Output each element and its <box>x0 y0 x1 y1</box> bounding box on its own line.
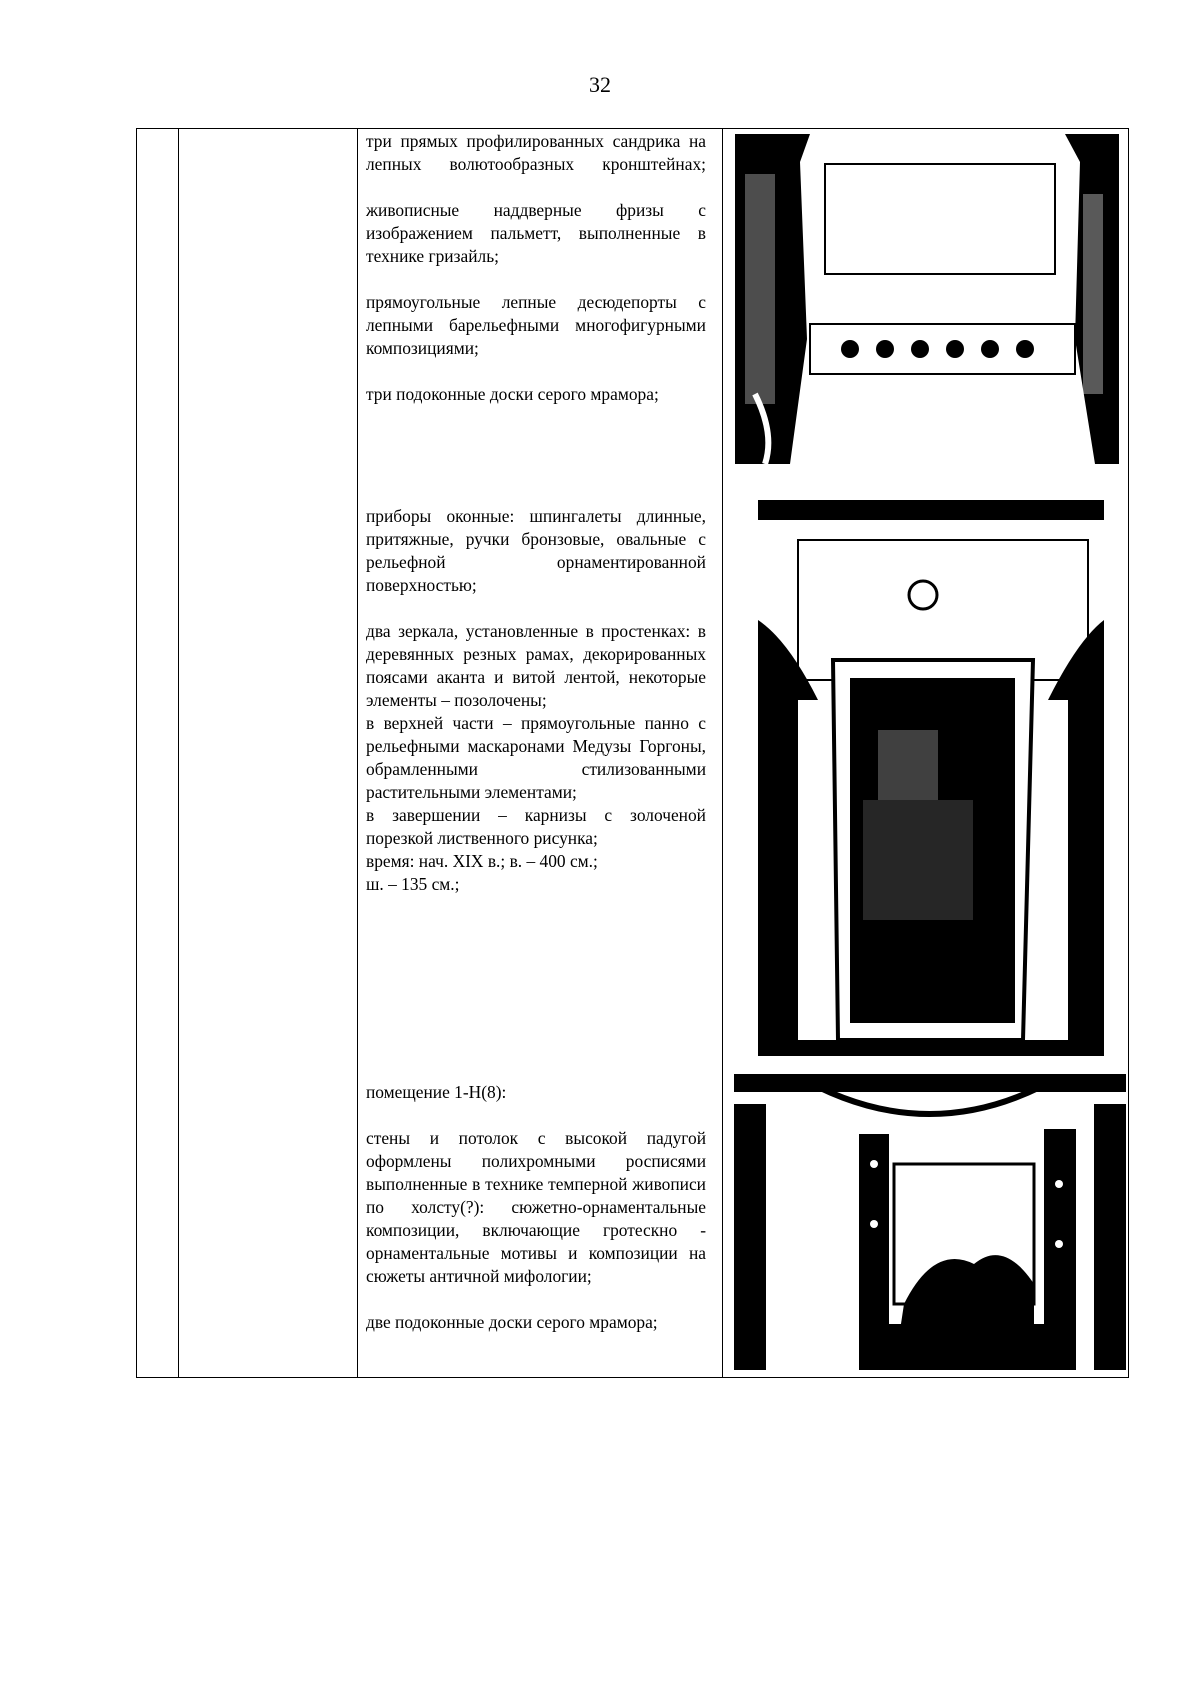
page-number: 32 <box>589 72 611 97</box>
column-divider-2 <box>357 128 358 1378</box>
text-paragraph: две подоконные доски серого мрамора; <box>366 1312 658 1332</box>
column-divider-3 <box>722 128 723 1378</box>
text-paragraph: живописные наддверные фризы с изображением пальметт, выполненные в технике гризайль; <box>366 200 706 266</box>
description-block-3 <box>366 1081 706 1334</box>
text-paragraph: в верхней части – прямоугольные панно с рельефными маскаронами Медузы Горгоны, обрамленными стилизованными растительными элементами; <box>366 713 706 802</box>
text-paragraph: два зеркала, установленные в простенках: в деревянных резных рамах, декорированных поясами аканта и витой лентой, некоторые элементы – позолочены; <box>366 621 706 710</box>
text-paragraph: приборы оконные: шпингалеты длинные, притяжные, ручки бронзовые, овальные с рельефной орнаментированной поверхностью; <box>366 506 706 595</box>
text-paragraph: время: нач. XIX в.; в. – 400 см.; <box>366 851 598 871</box>
description-block-2 <box>366 505 706 896</box>
photo-window-sandrik <box>735 134 1119 464</box>
photo-painted-room <box>734 1074 1126 1370</box>
text-paragraph: ш. – 135 см.; <box>366 874 460 894</box>
column-divider-1 <box>178 128 179 1378</box>
text-paragraph: три прямых профилированных сандрика на лепных волютообразных кронштейнах; <box>366 131 706 174</box>
description-block-1 <box>366 130 706 406</box>
text-paragraph: в завершении – карнизы с золоченой порезкой лиственного рисунка; <box>366 805 706 848</box>
text-paragraph: прямоугольные лепные десюдепорты с лепными барельефными многофигурными композициями; <box>366 292 706 358</box>
text-paragraph: стены и потолок с высокой падугой оформлены полихромными росписями выполненные в технике темперной живописи по холсту(?): сюжетно-орнаментальные композиции, включающие гротескно - орнаментальные мотивы и композиции на сюжеты античной мифологии; <box>366 1128 706 1286</box>
photo-mirror-frame <box>758 500 1104 1056</box>
text-paragraph: помещение 1-Н(8): <box>366 1082 507 1102</box>
text-paragraph: три подоконные доски серого мрамора; <box>366 384 659 404</box>
